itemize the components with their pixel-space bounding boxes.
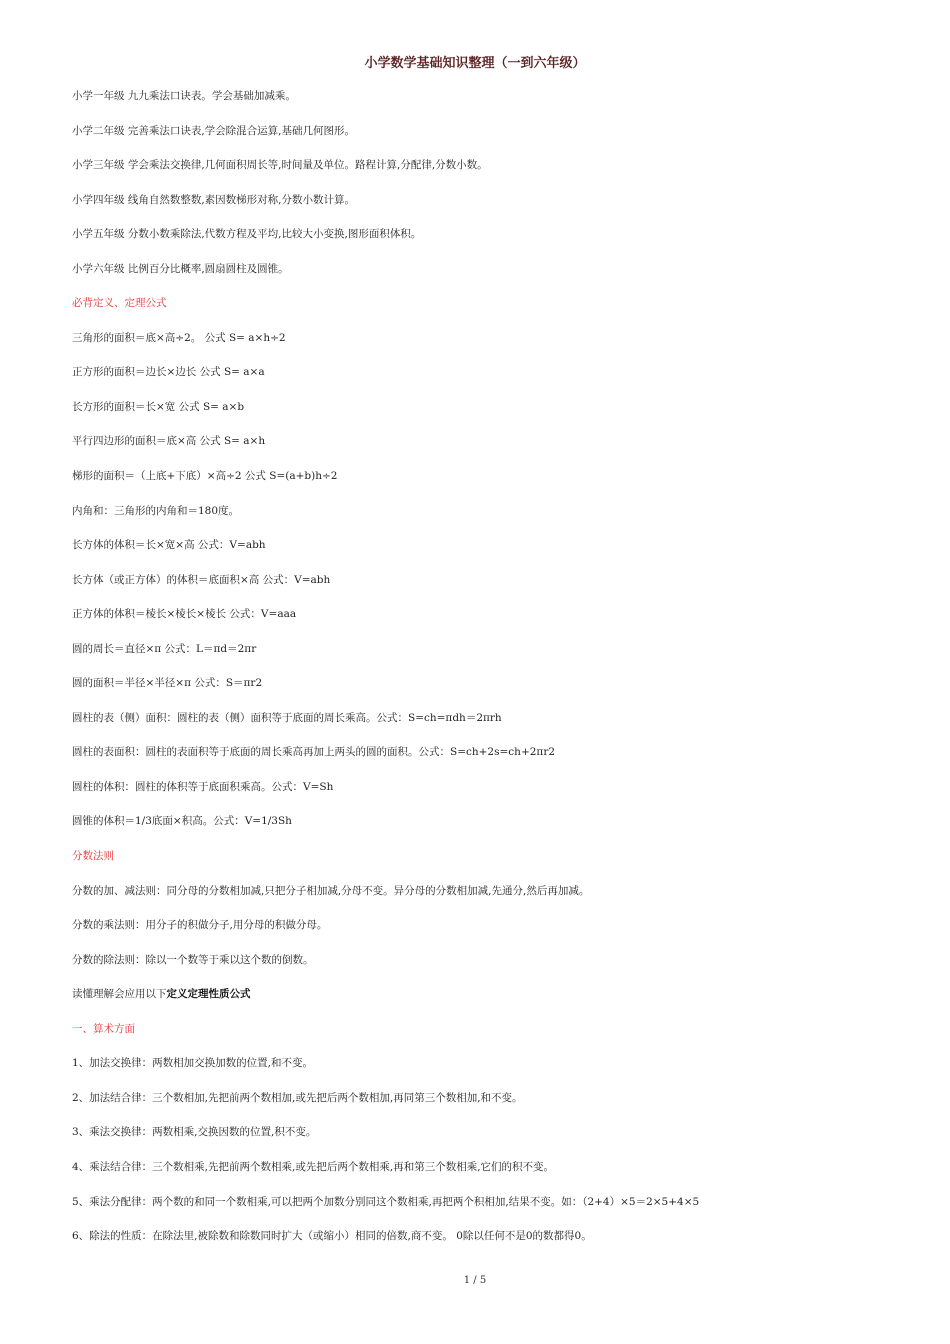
law-addition-associative: 2、加法结合律：三个数相加,先把前两个数相加,或先把后两个数相加,再同第三个数相加,和不变。 xyxy=(72,1091,523,1104)
formula-cube-volume: 正方体的体积＝棱长×棱长×棱长 公式：V=aaa xyxy=(72,608,297,621)
rule-fraction-multiply: 分数的乘法则：用分子的积做分子,用分母的积做分母。 xyxy=(72,919,328,932)
intro-bold-text: 定义定理性质公式 xyxy=(166,988,251,1001)
grade-5-summary: 小学五年级 分数小数乘除法,代数方程及平均,比较大小变换,图形面积体积。 xyxy=(72,228,422,241)
formula-cylinder-volume: 圆柱的体积：圆柱的体积等于底面积乘高。公式：V=Sh xyxy=(72,780,334,793)
grade-4-summary: 小学四年级 线角自然数整数,素因数梯形对称,分数小数计算。 xyxy=(72,193,356,206)
document-body xyxy=(72,89,872,1264)
page-number: 1 / 5 xyxy=(463,1275,487,1286)
section-heading-fractions: 分数法则 xyxy=(72,850,114,863)
formula-cuboid-volume: 长方体的体积＝长×宽×高 公式：V=abh xyxy=(72,539,266,552)
formula-rectangle-area: 长方形的面积＝长×宽 公式 S= a×b xyxy=(72,400,245,413)
law-multiplication-distributive: 5、乘法分配律：两个数的和同一个数相乘,可以把两个加数分别同这个数相乘,再把两个积相加,结果不变。如：（2+4）×5＝2×5+4×5 xyxy=(72,1195,700,1208)
grade-1-summary: 小学一年级 九九乘法口诀表。学会基础加减乘。 xyxy=(72,90,296,102)
formula-cuboid-cube-volume: 长方体（或正方体）的体积＝底面积×高 公式：V=abh xyxy=(72,573,331,586)
formula-cylinder-lateral-area: 圆柱的表（侧）面积：圆柱的表（侧）面积等于底面的周长乘高。公式：S=ch=πdh＝2πrh xyxy=(72,711,502,724)
rule-fraction-add-subtract: 分数的加、减法则：同分母的分数相加减,只把分子相加减,分母不变。异分母的分数相加减,先通分,然后再加减。 xyxy=(72,884,590,897)
grade-3-summary: 小学三年级 学会乘法交换律,几何面积周长等,时间量及单位。路程计算,分配律,分数小数。 xyxy=(72,159,488,172)
formula-triangle-area: 三角形的面积＝底×高÷2。 公式 S= a×h÷2 xyxy=(72,331,286,344)
formula-trapezoid-area: 梯形的面积＝（上底+下底）×高÷2 公式 S=(a+b)h÷2 xyxy=(72,470,338,483)
law-multiplication-commutative: 3、乘法交换律：两数相乘,交换因数的位置,积不变。 xyxy=(72,1126,317,1139)
grade-2-summary: 小学二年级 完善乘法口诀表,学会除混合运算,基础几何图形。 xyxy=(72,124,356,137)
document-title: 小学数学基础知识整理（一到六年级） xyxy=(364,56,586,71)
formula-circle-circumference: 圆的周长＝直径×π 公式：L＝πd＝2πr xyxy=(72,642,257,655)
intro-prefix: 读懂理解会应用以下 xyxy=(72,988,167,1001)
rule-fraction-divide: 分数的除法则：除以一个数等于乘以这个数的倒数。 xyxy=(72,953,314,966)
grade-6-summary: 小学六年级 比例百分比概率,圆扇圆柱及圆锥。 xyxy=(72,262,289,275)
section-heading-arithmetic: 一、算术方面 xyxy=(72,1022,135,1035)
law-multiplication-associative: 4、乘法结合律：三个数相乘,先把前两个数相乘,或先把后两个数相乘,再和第三个数相乘,它们的积不变。 xyxy=(72,1160,555,1173)
intro-line xyxy=(72,987,872,1022)
section-heading-formulas: 必背定义、定理公式 xyxy=(72,297,167,310)
formula-cone-volume: 圆锥的体积＝1/3底面×积高。公式：V=1/3Sh xyxy=(72,815,292,828)
law-division-property: 6、除法的性质：在除法里,被除数和除数同时扩大（或缩小）相同的倍数,商不变。 0除以任何不是0的数都得0。 xyxy=(72,1230,592,1243)
formula-parallelogram-area: 平行四边形的面积＝底×高 公式 S= a×h xyxy=(72,435,266,448)
formula-square-area: 正方形的面积＝边长×边长 公式 S= a×a xyxy=(72,366,265,379)
formula-circle-area: 圆的面积＝半径×半径×π 公式：S＝πr2 xyxy=(72,677,263,690)
formula-triangle-angle-sum: 内角和：三角形的内角和＝180度。 xyxy=(72,504,240,517)
law-addition-commutative: 1、加法交换律：两数相加交换加数的位置,和不变。 xyxy=(72,1057,314,1070)
formula-cylinder-surface-area: 圆柱的表面积：圆柱的表面积等于底面的周长乘高再加上两头的圆的面积。公式：S=ch+2s=ch+2πr2 xyxy=(72,746,556,759)
